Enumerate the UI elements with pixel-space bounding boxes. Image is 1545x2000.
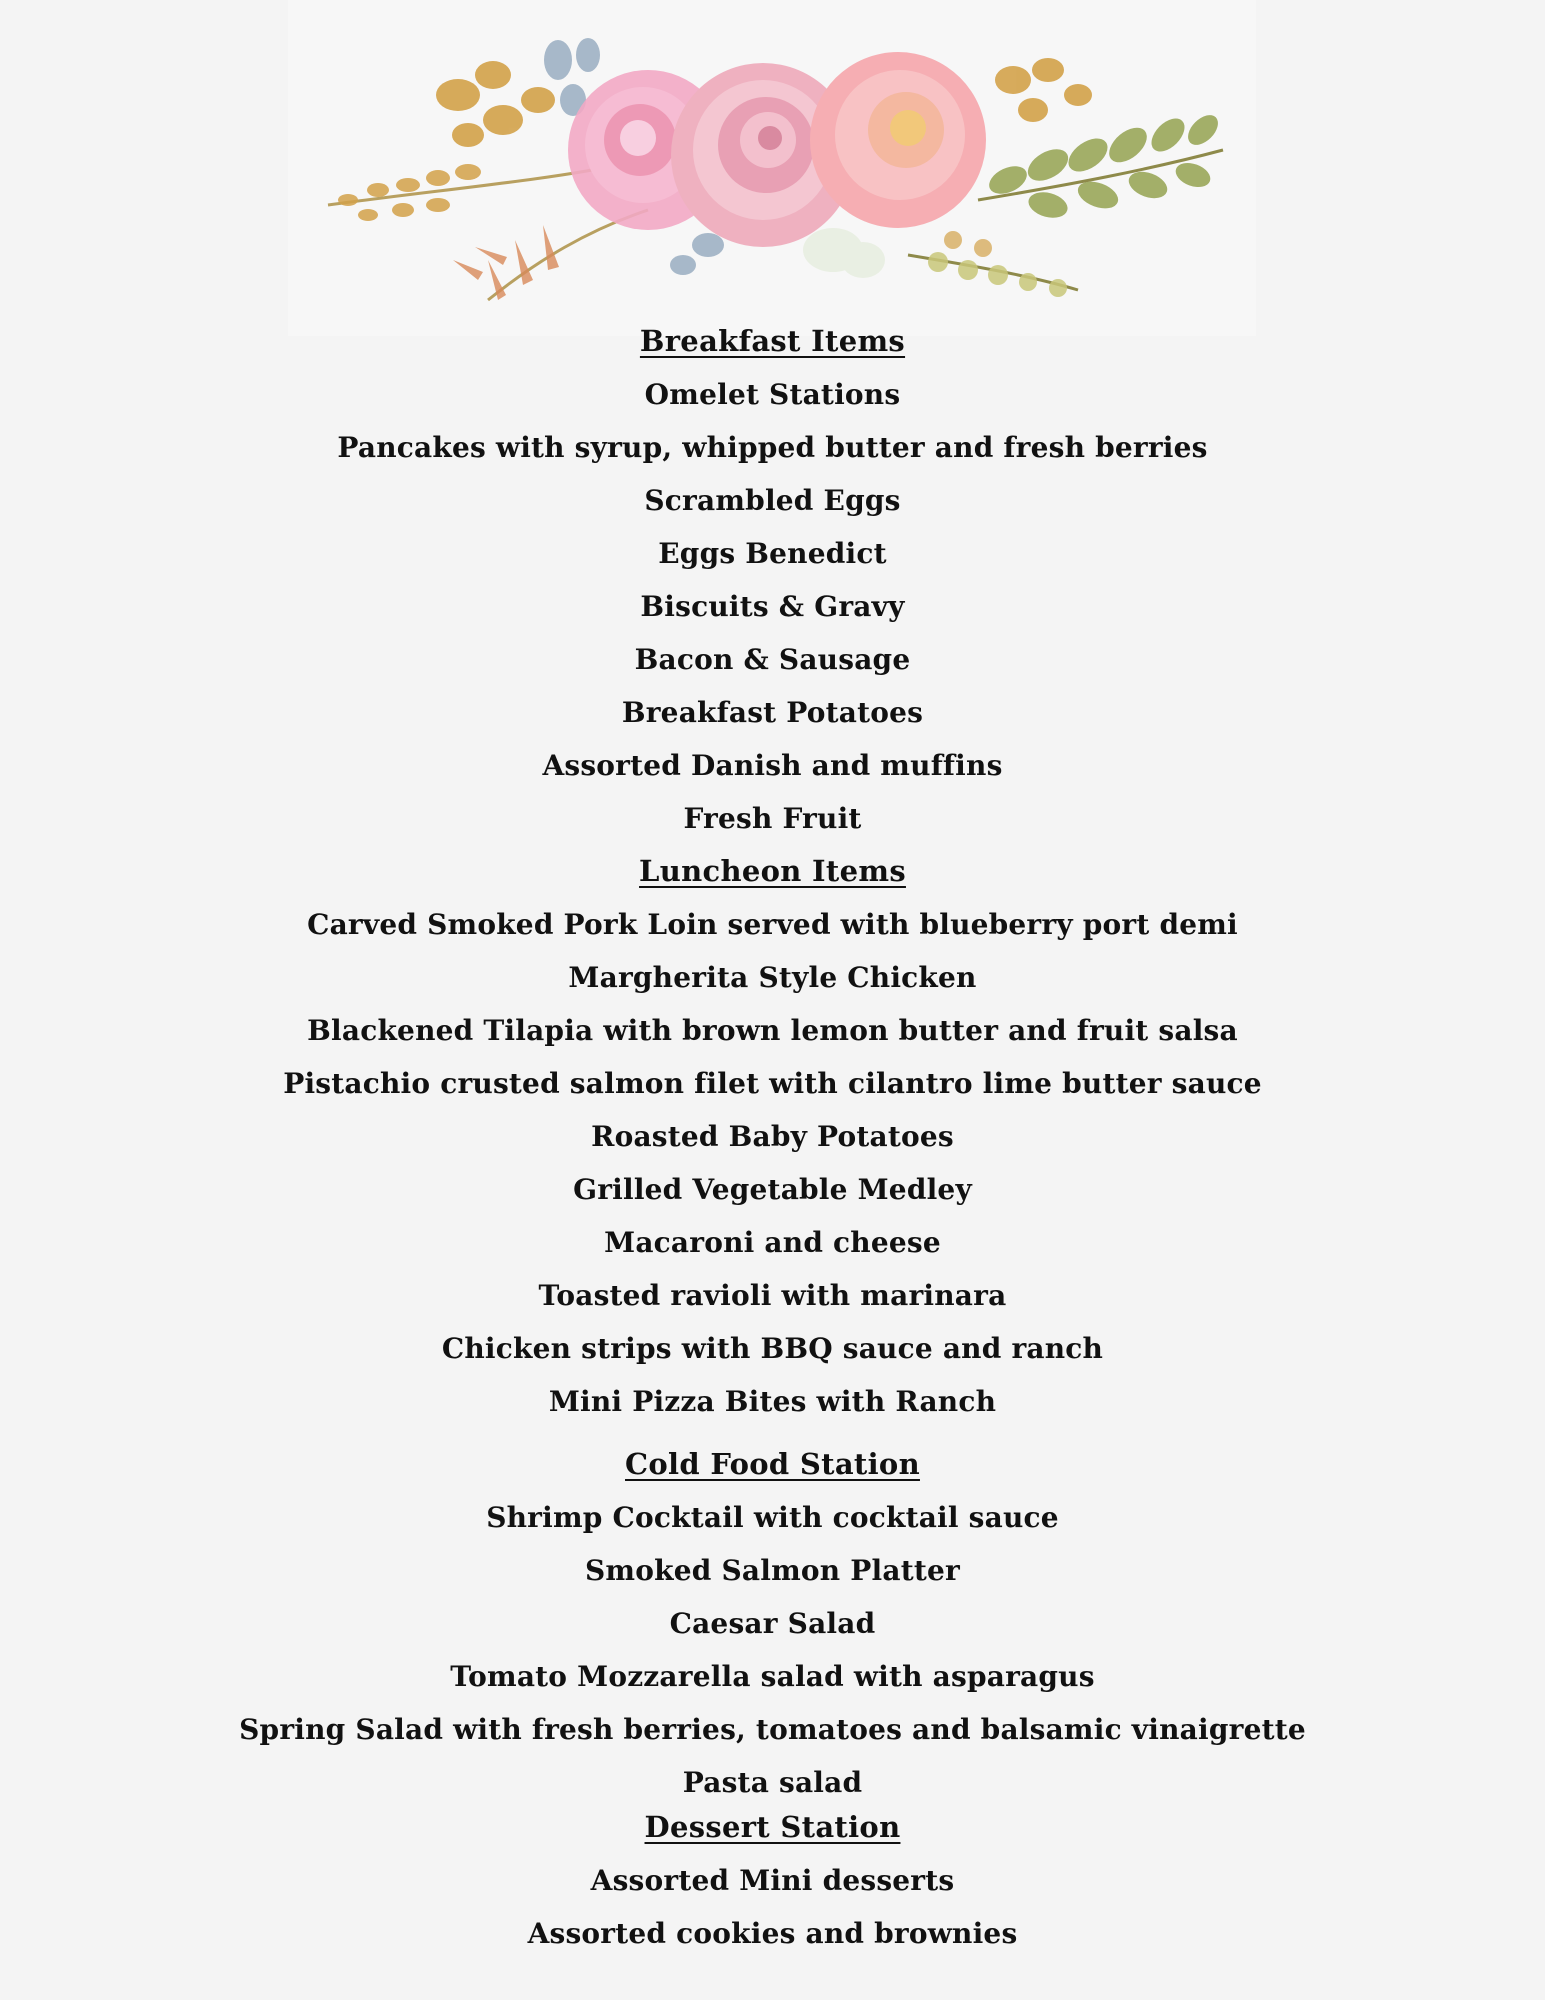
menu-item: Bacon & Sausage xyxy=(634,643,911,676)
menu-item: Margherita Style Chicken xyxy=(568,961,977,994)
menu-item: Caesar Salad xyxy=(669,1607,876,1640)
menu-item: Tomato Mozzarella salad with asparagus xyxy=(450,1660,1095,1693)
section-title: Luncheon Items xyxy=(639,854,906,888)
section-title: Breakfast Items xyxy=(639,324,906,358)
floral-header-image xyxy=(288,0,1256,336)
menu-item: Assorted Danish and muffins xyxy=(542,749,1003,782)
section-luncheon xyxy=(0,845,1545,1428)
menu-item: Fresh Fruit xyxy=(683,802,862,835)
menu-item: Carved Smoked Pork Loin served with blueberry port demi xyxy=(307,908,1238,941)
menu-item: Omelet Stations xyxy=(644,378,901,411)
menu-item: Smoked Salmon Platter xyxy=(585,1554,960,1587)
menu-item: Pancakes with syrup, whipped butter and fresh berries xyxy=(337,431,1208,464)
menu-item: Pistachio crusted salmon filet with cilantro lime butter sauce xyxy=(283,1067,1262,1100)
menu-item: Breakfast Potatoes xyxy=(621,696,924,729)
menu xyxy=(0,315,1545,1960)
menu-item: Toasted ravioli with marinara xyxy=(538,1279,1007,1312)
menu-item: Spring Salad with fresh berries, tomatoes and balsamic vinaigrette xyxy=(239,1713,1306,1746)
floral-arrangement-icon xyxy=(288,0,1256,336)
menu-item: Macaroni and cheese xyxy=(604,1226,941,1259)
menu-item: Shrimp Cocktail with cocktail sauce xyxy=(486,1501,1059,1534)
section-title: Cold Food Station xyxy=(625,1447,920,1481)
menu-item: Grilled Vegetable Medley xyxy=(573,1173,972,1206)
section-dessert xyxy=(0,1801,1545,1960)
section-title: Dessert Station xyxy=(644,1810,901,1844)
menu-item: Roasted Baby Potatoes xyxy=(591,1120,954,1153)
menu-item: Scrambled Eggs xyxy=(644,484,901,517)
menu-item: Assorted cookies and brownies xyxy=(527,1917,1018,1950)
menu-item: Eggs Benedict xyxy=(658,537,887,570)
menu-item: Mini Pizza Bites with Ranch xyxy=(548,1385,997,1418)
menu-item: Assorted Mini desserts xyxy=(590,1864,955,1897)
menu-item: Biscuits & Gravy xyxy=(640,590,905,623)
section-breakfast xyxy=(0,315,1545,845)
section-cold-food xyxy=(0,1438,1545,1809)
menu-item: Blackened Tilapia with brown lemon butter and fruit salsa xyxy=(307,1014,1238,1047)
menu-item: Pasta salad xyxy=(682,1766,863,1799)
menu-item: Chicken strips with BBQ sauce and ranch xyxy=(441,1332,1104,1365)
